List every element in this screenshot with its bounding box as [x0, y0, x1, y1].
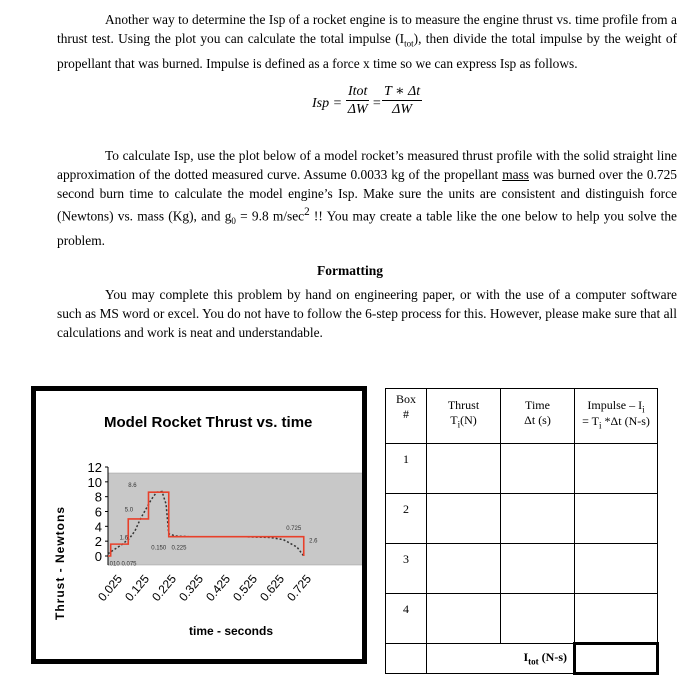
- y-axis-label: Thrust - Newtons: [53, 506, 67, 620]
- y-tick-label: 6: [94, 504, 102, 520]
- impulse-cell[interactable]: [575, 494, 658, 544]
- y-tick-label: 10: [87, 474, 102, 490]
- fraction-itot-over-dw: Itot ΔW: [347, 84, 368, 117]
- x-tick-label: 0.025: [95, 571, 126, 604]
- table-header-row: [386, 389, 658, 444]
- time-cell[interactable]: [501, 544, 575, 594]
- intro-paragraph: Another way to determine the Isp of a rocket engine is to measure the engine thrust vs. time profile from a thrust test. Using the plot you can calculate the total impulse $(I_{tot})$, then divide the total impulse by the weight of propellant that was burned. Impulse is defined as a force x time so we can express Isp as follows.: [57, 12, 677, 71]
- calculation-table: [385, 388, 659, 675]
- x-tick-label: 0.525: [230, 571, 261, 604]
- x-axis-label: time - seconds: [188, 624, 274, 638]
- chart-annotation: .010: [108, 561, 120, 568]
- y-tick-label: 8: [94, 489, 102, 505]
- thrust-chart: [31, 386, 367, 664]
- chart-annotation: 0.725: [286, 526, 302, 533]
- total-label: $I_{tot}$ (N-s): [427, 644, 575, 674]
- impulse-cell[interactable]: [575, 444, 658, 494]
- x-tick-label: 0.225: [149, 571, 180, 604]
- time-cell[interactable]: [501, 494, 575, 544]
- thrust-cell[interactable]: [427, 594, 501, 644]
- table-row: [386, 594, 658, 644]
- x-tick-label: 0.125: [122, 571, 153, 604]
- total-row: [386, 644, 658, 674]
- formatting-heading: Formatting: [317, 263, 383, 278]
- chart-title: Model Rocket Thrust vs. time: [104, 414, 313, 431]
- fraction-t-dt-over-dw: $\frac{T ∗ \Delta t}{\Delta W}$: [384, 84, 421, 117]
- chart-annotation: 8.6: [128, 483, 137, 490]
- x-tick-label: 0.425: [203, 571, 234, 604]
- table-row: [386, 544, 658, 594]
- chart-annotation: 0.225: [171, 545, 187, 552]
- y-tick-label: 2: [94, 534, 102, 550]
- y-tick-label: 0: [94, 549, 102, 564]
- impulse-cell[interactable]: [575, 544, 658, 594]
- time-cell[interactable]: [501, 594, 575, 644]
- row-number: 2: [386, 494, 427, 544]
- total-blank: [386, 644, 427, 674]
- header-time: Time Δt (s): [501, 389, 575, 444]
- x-tick-label: 0.625: [257, 571, 288, 604]
- thrust-cell[interactable]: [427, 444, 501, 494]
- impulse-cell[interactable]: [575, 594, 658, 644]
- formatting-paragraph: You may complete this problem by hand on engineering paper, or with the use of a computer software such as MS word or excel. You do not have to follow the 6-step process for this. However, please make sure that all calculations and work is neat and understandable.: [57, 287, 677, 340]
- header-impulse: Impulse – $I_i$ = $T_i$ *Δt (N-s): [575, 389, 658, 444]
- chart-annotation: 5.0: [124, 507, 134, 514]
- thrust-cell[interactable]: [427, 494, 501, 544]
- chart-annotation: 0.150: [151, 545, 167, 552]
- row-number: 4: [386, 594, 427, 644]
- table-row: [386, 494, 658, 544]
- chart-annotation: 1.6: [119, 535, 128, 542]
- instructions-paragraph: To calculate Isp, use the plot below of a model rocket’s measured thrust profile with the solid straight line approximation of the dotted measured curve. Assume 0.0033 kg of the propellant mass was burned over the 0.725 second burn time to calculate the model engine’s Isp. Make sure the units are consistent and distinguish force (Newtons) vs. mass (Kg), and $g_0 = 9.8$ $m/\sec^2$ !! You may create a table like the one below to help you solve the problem.: [57, 148, 677, 249]
- chart-annotation: 0.075: [121, 561, 137, 568]
- thrust-cell[interactable]: [427, 544, 501, 594]
- x-tick-label: 0.725: [284, 571, 315, 604]
- y-tick-label: 12: [87, 460, 102, 475]
- thrust-chart-svg: [36, 391, 362, 659]
- table-row: [386, 444, 658, 494]
- row-number: 1: [386, 444, 427, 494]
- time-cell[interactable]: [501, 444, 575, 494]
- total-impulse-cell[interactable]: [575, 644, 658, 674]
- row-number: 3: [386, 544, 427, 594]
- y-tick-label: 4: [94, 519, 102, 535]
- header-box: Box #: [386, 389, 427, 444]
- x-tick-label: 0.325: [176, 571, 207, 604]
- chart-annotation: 2.6: [309, 538, 318, 545]
- header-thrust: Thrust $T_i(N)$: [427, 389, 501, 444]
